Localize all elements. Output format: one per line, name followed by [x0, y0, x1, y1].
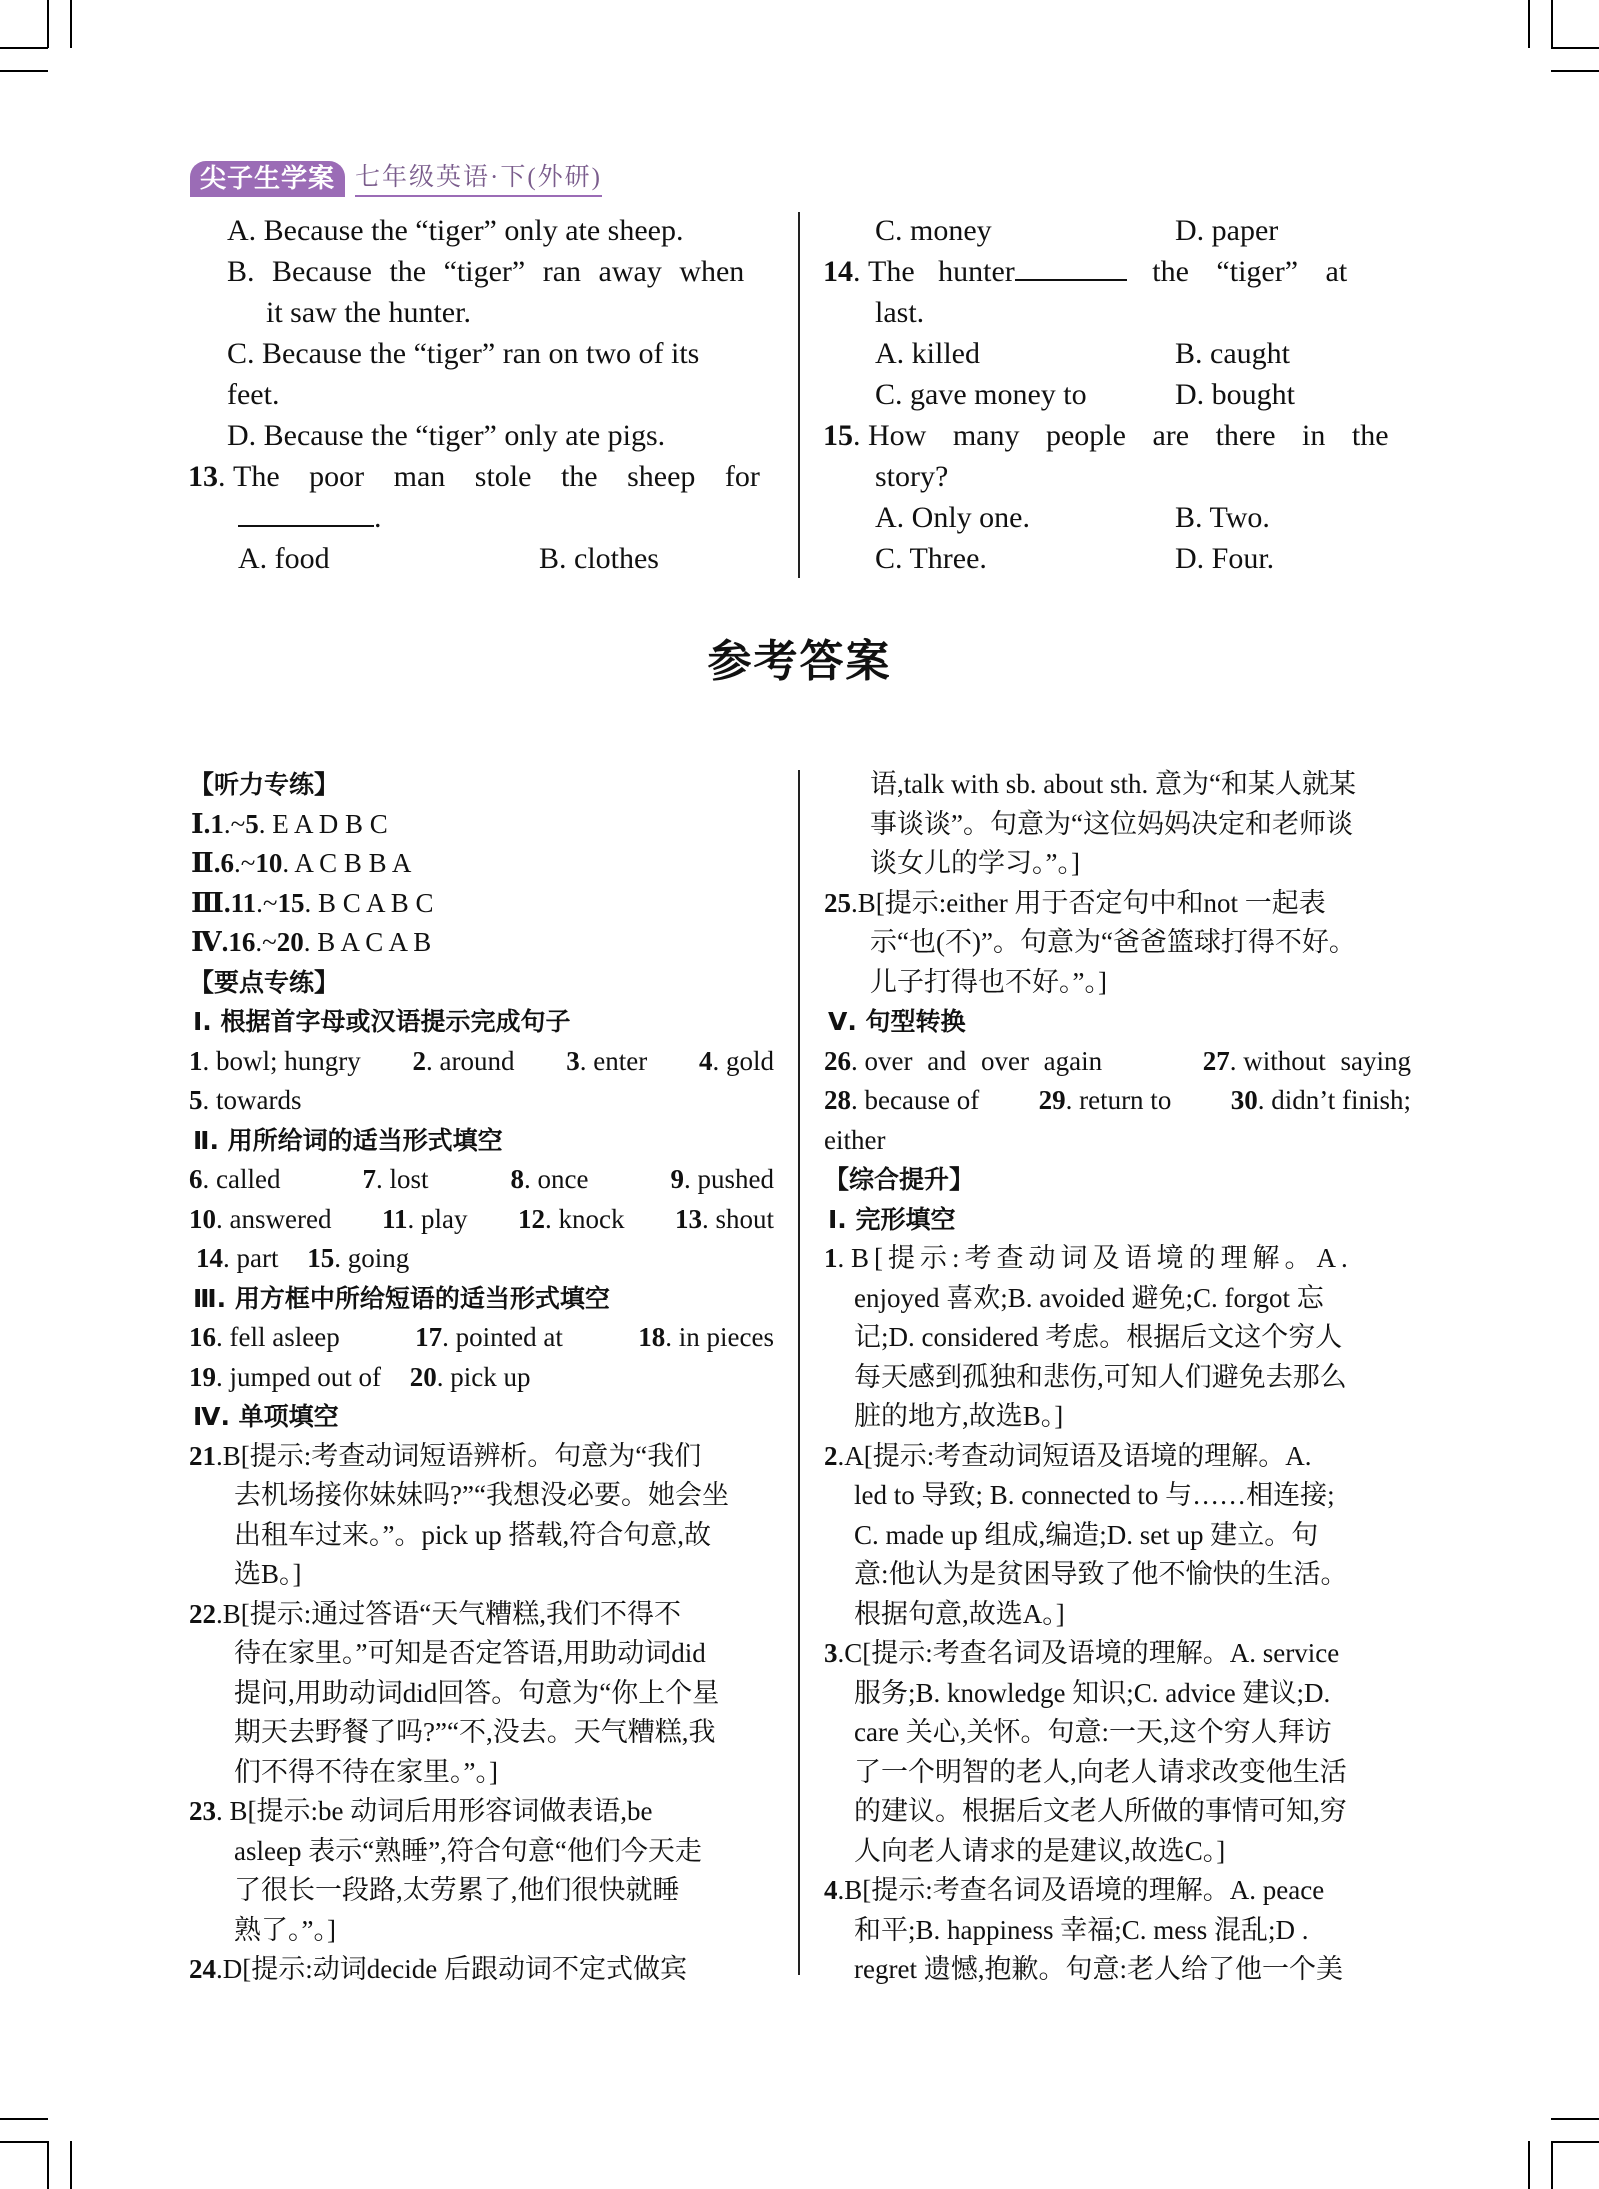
item-answer: over and over again: [864, 1046, 1103, 1076]
answer-item: 8. once: [510, 1164, 589, 1194]
answer-keys: E A D B C: [272, 809, 388, 839]
explanation-line: 儿子打得也不好。”。]: [870, 967, 1107, 997]
crop-mark: [47, 2141, 49, 2189]
listening-row: Ⅳ.16.~20. B A C A B: [191, 927, 432, 957]
question-stem: The hunter: [868, 255, 1015, 288]
explanation-line: regret 遗憾,抱歉。句意:老人给了他一个美: [854, 1954, 1343, 1984]
item-number: 3: [566, 1046, 580, 1076]
explanation-line: A[提示:考查动词短语及语境的理解。A.: [844, 1441, 1312, 1471]
question-stem: the “tiger” at: [1152, 255, 1348, 288]
answer-item: 10. answered: [189, 1204, 332, 1234]
answer-item: 27. without saying: [1202, 1046, 1411, 1076]
option-line: it saw the hunter.: [266, 296, 471, 329]
explanation-line: care 关心,关怀。句意:一天,这个穷人拜访: [854, 1717, 1332, 1747]
crop-mark: [47, 0, 49, 48]
range-end: 15: [277, 888, 305, 918]
section-head-keypoints: 【要点专练】: [189, 968, 340, 997]
item-answer: pushed: [697, 1164, 774, 1194]
item-number: 16: [189, 1322, 216, 1352]
explanation-line: 谈女儿的学习。”。]: [870, 848, 1080, 878]
answer-row: [196, 1239, 409, 1279]
listening-row: Ⅲ.11.~15. B C A B C: [191, 888, 434, 918]
section-head-comprehensive: 【综合提升】: [824, 1165, 975, 1194]
explanation-line: 服务;B. knowledge 知识;C. advice 建议;D.: [854, 1678, 1331, 1708]
question-stem: last.: [875, 296, 925, 329]
explanation-line: 们不得不待在家里。”。]: [234, 1757, 498, 1787]
item-number: 30: [1230, 1085, 1258, 1115]
answer-item: 13. shout: [674, 1204, 774, 1234]
answer-continuation: either: [824, 1125, 886, 1155]
explanation-line: 待在家里。”可知是否定答语,用助动词did: [234, 1638, 706, 1668]
item-number: 4: [824, 1875, 838, 1905]
column-divider: [798, 770, 800, 1975]
range-end: 20: [276, 927, 304, 957]
item-answer: gold: [725, 1046, 774, 1076]
item-number: 20: [409, 1362, 437, 1392]
item-number: 19: [189, 1362, 216, 1392]
item-number: 23: [189, 1796, 216, 1826]
item-number: 9: [670, 1164, 684, 1194]
item-number: 4: [698, 1046, 713, 1076]
item-answer: shout: [715, 1204, 774, 1234]
item-number: 1: [824, 1243, 838, 1273]
answer-item: 18. in pieces: [638, 1322, 774, 1352]
answer-item: 26. over and over again: [824, 1046, 1103, 1076]
item-answer: pick up: [450, 1362, 531, 1392]
question-number: 15: [823, 419, 853, 452]
explanation-line: 期天去野餐了吗?”“不,没去。天气糟糕,我: [234, 1717, 716, 1747]
item-answer: pointed at: [455, 1322, 563, 1352]
range-start: 16: [228, 927, 256, 957]
answer-item: 2. around: [412, 1046, 515, 1076]
question-stem: How many people are there in the: [868, 419, 1389, 452]
explanation-line: C[提示:考查名词及语境的理解。A. service: [844, 1638, 1340, 1668]
explanation-line: 每天感到孤独和悲伤,可知人们避免去那么: [854, 1362, 1347, 1392]
crop-mark: [0, 70, 48, 72]
crop-mark: [1551, 70, 1599, 72]
item-number: 3: [824, 1638, 838, 1668]
option-a: A. Only one.: [875, 501, 1030, 534]
explanation-line: 了很长一段路,太劳累了,他们很快就睡: [234, 1875, 680, 1905]
item-answer: return to: [1079, 1085, 1172, 1115]
explanation-line: 人向老人请求的是建议,故选C。]: [854, 1836, 1226, 1866]
item-number: 14: [196, 1243, 223, 1273]
subsection-head: Ⅴ. 句型转换: [828, 1007, 966, 1036]
page-header: [190, 161, 602, 197]
answer-item: 16. fell asleep: [189, 1322, 340, 1352]
option-c: C. money: [875, 214, 992, 247]
answer-item: 9. pushed: [670, 1164, 774, 1194]
answer-item: 19. jumped out of: [189, 1362, 381, 1392]
crop-mark: [70, 0, 72, 48]
answer-blank: [238, 499, 374, 527]
item-answer: because of: [864, 1085, 980, 1115]
answer-item: 29. return to: [1038, 1085, 1172, 1115]
explanation-line: B[提示:通过答语“天气糟糕,我们不得不: [222, 1599, 681, 1629]
answer-24: 24.D[提示:动词decide 后跟动词不定式做宾: [189, 1954, 687, 1984]
answer-item: 5. towards: [189, 1085, 302, 1115]
answer-22: 22.B[提示:通过答语“天气糟糕,我们不得不: [189, 1599, 681, 1629]
explanation-line: D[提示:动词decide 后跟动词不定式做宾: [222, 1954, 687, 1984]
explanation-line: 示“也(不)”。句意为“爸爸篮球打得不好。: [870, 927, 1356, 957]
crop-mark: [1551, 2118, 1599, 2120]
explanation-line: 根据句意,故选A。]: [854, 1599, 1065, 1629]
answer-row: [189, 1200, 774, 1240]
listening-row: Ⅱ.6.~10. A C B B A: [191, 848, 412, 878]
answer-item: 1. bowl; hungry: [189, 1046, 361, 1076]
explanation-line: B[提示:考查名词及语境的理解。A. peace: [844, 1875, 1325, 1905]
answer-blank: [1015, 253, 1127, 281]
item-number: 6: [189, 1164, 203, 1194]
subsection-head: Ⅰ. 完形填空: [828, 1205, 956, 1234]
range-start: 11: [230, 888, 257, 918]
option-b: B. Two.: [1175, 501, 1270, 534]
explanation-line: 脏的地方,故选B。]: [854, 1401, 1064, 1431]
option-line: [227, 251, 774, 292]
item-number: 11: [381, 1204, 408, 1234]
item-answer: didn’t finish;: [1271, 1085, 1411, 1115]
item-answer: bowl; hungry: [216, 1046, 361, 1076]
answer-21: 21.B[提示:考查动词短语辨析。句意为“我们: [189, 1441, 702, 1471]
explanation-line: 选B。]: [234, 1559, 302, 1589]
subsection-head: Ⅳ. 单项填空: [193, 1402, 339, 1431]
crop-mark: [1551, 47, 1599, 49]
crop-mark: [0, 47, 48, 49]
item-number: 26: [824, 1046, 851, 1076]
item-answer: called: [216, 1164, 281, 1194]
item-number: 1: [189, 1046, 203, 1076]
option-text: B. Because the “tiger” ran away when: [227, 255, 745, 288]
crop-mark: [1551, 2141, 1553, 2189]
item-answer: lost: [389, 1164, 429, 1194]
item-number: 2: [412, 1046, 426, 1076]
answer-item: 3. enter: [566, 1046, 648, 1076]
cloze-answer-3: 3.C[提示:考查名词及语境的理解。A. service: [824, 1638, 1340, 1668]
explanation-line: B[提示:考查动词及语境的理解。A.: [851, 1243, 1353, 1273]
item-answer: answered: [229, 1204, 332, 1234]
explanation-line: 提问,用助动词did回答。句意为“你上个星: [234, 1678, 720, 1708]
answer-item: 20. pick up: [409, 1362, 531, 1392]
answer-row: [189, 1358, 530, 1398]
explanation-line: C. made up 组成,编造;D. set up 建立。句: [854, 1520, 1319, 1550]
option-line: D. Because the “tiger” only ate pigs.: [227, 419, 666, 452]
explanation-line: asleep 表示“熟睡”,符合句意“他们今天走: [234, 1836, 702, 1866]
answer-item: 30. didn’t finish;: [1230, 1085, 1411, 1115]
answer-keys: B A C A B: [317, 927, 432, 957]
crop-mark: [0, 2118, 48, 2120]
explanation-line: 和平;B. happiness 幸福;C. mess 混乱;D .: [854, 1915, 1309, 1945]
item-answer: going: [347, 1243, 410, 1273]
crop-mark: [70, 2141, 72, 2189]
option-line: feet.: [227, 378, 280, 411]
explanation-line: 意:他认为是贫困导致了他不愉快的生活。: [854, 1559, 1348, 1589]
question-number: 14: [823, 255, 853, 288]
range-end: 10: [255, 848, 283, 878]
option-b: B. caught: [1175, 337, 1290, 370]
explanation-line: 语,talk with sb. about sth. 意为“和某人就某: [870, 769, 1356, 799]
subsection-head: Ⅰ. 根据首字母或汉语提示完成句子: [193, 1007, 571, 1036]
option-a: A. killed: [875, 337, 980, 370]
explanation-line: 出租车过来。”。pick up 搭载,符合句意,故: [234, 1520, 711, 1550]
answer-23: 23. B[提示:be 动词后用形容词做表语,be: [189, 1796, 653, 1826]
question-stem: The poor man stole the sheep for: [233, 460, 760, 493]
roman-numeral: Ⅰ: [191, 809, 204, 839]
cloze-answer-4: 4.B[提示:考查名词及语境的理解。A. peace: [824, 1875, 1325, 1905]
answer-item: 6. called: [189, 1164, 281, 1194]
roman-numeral: Ⅱ: [191, 848, 214, 878]
item-answer: towards: [216, 1085, 302, 1115]
option-a: A. food: [238, 542, 330, 575]
crop-mark: [1551, 0, 1553, 48]
answer-item: 12. knock: [517, 1204, 625, 1234]
item-answer: knock: [558, 1204, 625, 1234]
roman-numeral: Ⅳ: [191, 927, 222, 957]
option-b: B. clothes: [539, 542, 659, 575]
explanation-line: 事谈谈”。句意为“这位妈妈决定和老师谈: [870, 809, 1353, 839]
item-answer: without saying: [1243, 1046, 1411, 1076]
cloze-answer-1: 1. B[提示:考查动词及语境的理解。A.: [824, 1243, 1353, 1273]
item-answer: once: [537, 1164, 589, 1194]
answer-item: 15. going: [307, 1243, 410, 1273]
answer-item: 7. lost: [362, 1164, 429, 1194]
answer-blank-line: [238, 497, 382, 538]
answer-item: 28. because of: [824, 1085, 980, 1115]
item-number: 12: [517, 1204, 545, 1234]
explanation-line: 了一个明智的老人,向老人请求改变他生活: [854, 1757, 1347, 1787]
answer-25: 25.B[提示:either 用于否定句中和not 一起表: [824, 888, 1326, 918]
question-stem: story?: [875, 460, 949, 493]
option-c: C. gave money to: [875, 378, 1087, 411]
item-number: 5: [189, 1085, 203, 1115]
option-d: D. paper: [1175, 214, 1279, 247]
answer-row: [189, 1081, 301, 1121]
answer-item: 14. part: [196, 1243, 279, 1273]
item-number: 24: [189, 1954, 216, 1984]
explanation-line: 去机场接你妹妹吗?”“我想没必要。她会坐: [234, 1480, 729, 1510]
range-end: 5: [245, 809, 259, 839]
explanation-line: B[提示:be 动词后用形容词做表语,be: [229, 1796, 653, 1826]
roman-numeral: Ⅲ: [191, 888, 224, 918]
answer-row: [189, 1160, 774, 1200]
column-divider: [798, 212, 800, 578]
option-c: C. Three.: [875, 542, 987, 575]
answer-row: [824, 1081, 1411, 1121]
answer-row: [824, 1042, 1411, 1082]
item-number: 21: [189, 1441, 216, 1471]
explanation-line: 的建议。根据后文老人所做的事情可知,穷: [854, 1796, 1347, 1826]
question-number: 13: [188, 460, 218, 493]
explanation-line: B[提示:考查动词短语辨析。句意为“我们: [222, 1441, 702, 1471]
answers-title: 参考答案: [707, 636, 892, 687]
explanation-line: B[提示:either 用于否定句中和not 一起表: [857, 888, 1326, 918]
item-number: 7: [362, 1164, 376, 1194]
item-number: 10: [189, 1204, 216, 1234]
crop-mark: [1528, 2141, 1530, 2189]
crop-mark: [0, 2141, 48, 2143]
item-number: 29: [1038, 1085, 1066, 1115]
answer-row: [189, 1318, 774, 1358]
explanation-line: 记;D. considered 考虑。根据后文这个穷人: [854, 1322, 1343, 1352]
listening-row: Ⅰ.1.~5. E A D B C: [191, 809, 388, 839]
crop-mark: [1528, 0, 1530, 48]
option-d: D. Four.: [1175, 542, 1275, 575]
option-line: C. Because the “tiger” ran on two of its: [227, 337, 700, 370]
item-number: 18: [638, 1322, 666, 1352]
series-badge: 尖子生学案: [190, 161, 345, 197]
item-number: 25: [824, 888, 851, 918]
answer-item: 11. play: [381, 1204, 468, 1234]
crop-mark: [1551, 2141, 1599, 2143]
item-answer: enter: [593, 1046, 648, 1076]
item-number: 28: [824, 1085, 851, 1115]
range-start: 1: [210, 809, 224, 839]
item-number: 17: [415, 1322, 443, 1352]
explanation-line: 熟了。”。]: [234, 1915, 336, 1945]
item-number: 8: [510, 1164, 525, 1194]
item-answer: jumped out of: [229, 1362, 381, 1392]
item-number: 27: [1202, 1046, 1230, 1076]
range-start: 6: [220, 848, 235, 878]
period: .: [374, 501, 382, 534]
answer-row: [189, 1042, 774, 1082]
subsection-head: Ⅱ. 用所给词的适当形式填空: [193, 1126, 503, 1155]
item-number: 2: [824, 1441, 838, 1471]
item-answer: fell asleep: [229, 1322, 340, 1352]
option-line: A. Because the “tiger” only ate sheep.: [227, 214, 684, 247]
question-13: 13. The poor man stole the sheep for: [188, 460, 760, 493]
answer-keys: B C A B C: [318, 888, 434, 918]
section-head-listening: 【听力专练】: [189, 770, 340, 799]
answer-keys: A C B B A: [294, 848, 412, 878]
cloze-answer-2: 2.A[提示:考查动词短语及语境的理解。A.: [824, 1441, 1312, 1471]
item-number: 15: [307, 1243, 335, 1273]
item-answer: in pieces: [678, 1322, 774, 1352]
item-answer: play: [420, 1204, 468, 1234]
book-subtitle: 七年级英语·下(外研): [355, 163, 602, 197]
question-14: 14. The hunter the “tiger” at: [823, 255, 1348, 288]
option-d: D. bought: [1175, 378, 1295, 411]
item-answer: around: [439, 1046, 515, 1076]
item-answer: part: [236, 1243, 279, 1273]
item-number: 13: [674, 1204, 702, 1234]
answer-item: 17. pointed at: [415, 1322, 563, 1352]
subsection-head: Ⅲ. 用方框中所给短语的适当形式填空: [193, 1284, 610, 1313]
question-15: 15. How many people are there in the: [823, 419, 1389, 452]
item-number: 22: [189, 1599, 216, 1629]
explanation-line: led to 导致; B. connected to 与……相连接;: [854, 1480, 1335, 1510]
answer-item: 4. gold: [698, 1046, 774, 1076]
explanation-line: enjoyed 喜欢;B. avoided 避免;C. forgot 忘: [854, 1283, 1324, 1313]
